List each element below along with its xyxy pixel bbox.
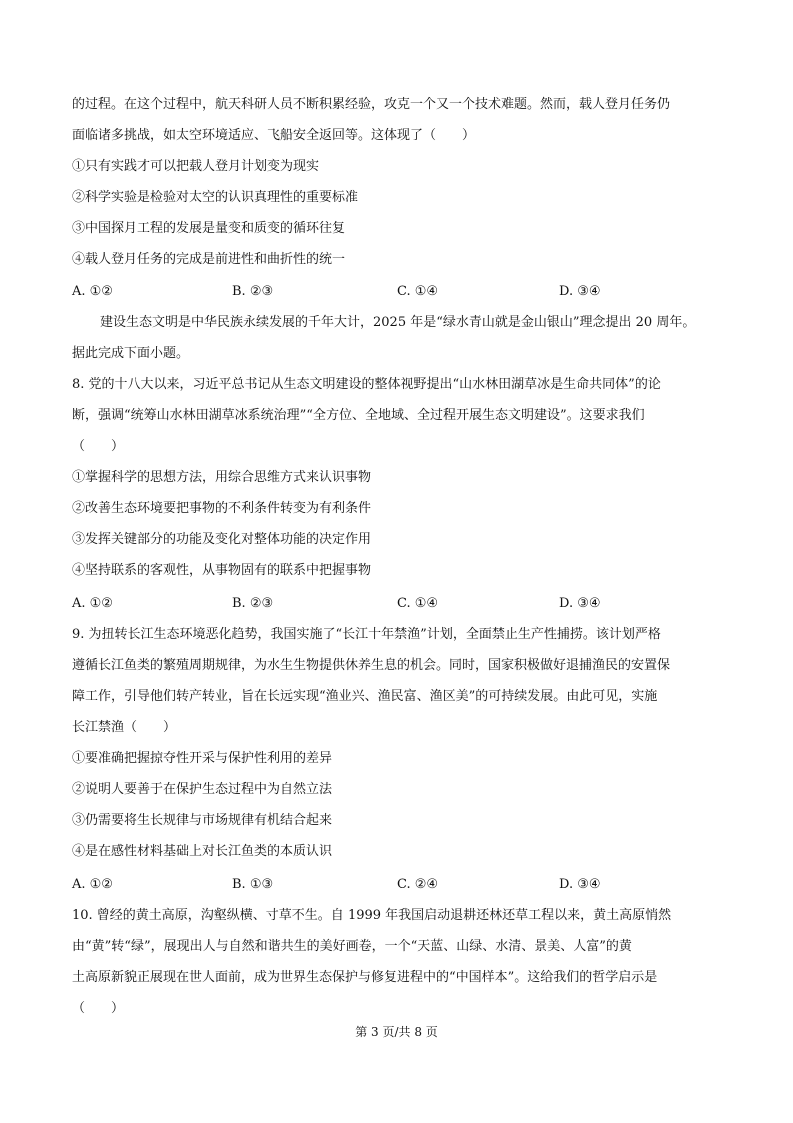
q10-stem-line-4: （ ） [72,1001,125,1016]
q7-statement-2: ②科学实验是检验对太空的认识真理性的重要标准 [72,190,359,205]
intro-line-2: 据此完成下面小题。 [72,346,190,361]
q9-stem-line-1: 9. 为扭转长江生态环境恶化趋势，我国实施了“长江十年禁渔”计划，全面禁止生产性捕捞。该计划严格 [72,627,661,642]
q9-option-d[interactable]: D. ③④ [559,877,601,892]
q8-statement-3: ③发挥关键部分的功能及变化对整体功能的决定作用 [72,532,372,547]
q10-stem-line-3: 土高原新貌正展现在世人面前，成为世界生态保护与修复进程中的“中国样本”。这给我们的哲学启示是 [72,970,658,985]
q8-options [72,595,722,613]
q7-stem-line-2: 面临诸多挑战，如太空环境适应、飞船安全返回等。这体现了（ ） [72,128,476,143]
q9-stem-line-3: 障工作，引导他们转产转业，旨在长远实现“渔业兴、渔民富、渔区美”的可持续发展。由此可见，实施 [72,689,658,704]
q7-options [72,283,722,301]
q9-option-a[interactable]: A. ①② [72,877,113,892]
q7-statement-3: ③中国探月工程的发展是量变和质变的循环往复 [72,221,346,236]
q7-statement-4: ④载人登月任务的完成是前进性和曲折性的统一 [72,252,346,267]
q8-stem-line-2: 断，强调“统筹山水林田湖草冰系统治理”“全方位、全地域、全过程开展生态文明建设”。这要求我们 [72,408,645,423]
q7-option-c[interactable]: C. ①④ [397,284,439,299]
q7-option-b[interactable]: B. ②③ [232,284,274,299]
intro-line-1: 建设生态文明是中华民族永续发展的千年大计，2025 年是“绿水青山就是金山银山”理念提出 20 周年。 [100,315,696,330]
q10-stem-line-2: 由“黄”转“绿”，展现出人与自然和谐共生的美好画卷，一个“天蓝、山绿、水清、景美、人富”的黄 [72,939,632,954]
q7-statement-1: ①只有实践才可以把载人登月计划变为现实 [72,159,320,174]
q8-statement-2: ②改善生态环境要把事物的不利条件转变为有利条件 [72,501,372,516]
q10-stem-line-1: 10. 曾经的黄土高原，沟壑纵横、寸草不生。自 1999 年我国启动退耕还林还草工程以来，黄土高原悄然 [72,908,672,923]
q9-options [72,876,722,894]
q7-stem-line-1: 的过程。在这个过程中，航天科研人员不断积累经验，攻克一个又一个技术难题。然而，载人登月任务仍 [72,97,671,112]
q8-statement-4: ④坚持联系的客观性，从事物固有的联系中把握事物 [72,563,372,578]
q8-option-a[interactable]: A. ①② [72,596,113,611]
q9-statement-3: ③仍需要将生长规律与市场规律有机结合起来 [72,813,333,828]
q9-option-c[interactable]: C. ②④ [397,877,439,892]
q9-option-b[interactable]: B. ①③ [232,877,274,892]
q9-statement-1: ①要准确把握掠夺性开采与保护性利用的差异 [72,751,333,766]
q8-option-b[interactable]: B. ②③ [232,596,274,611]
q9-stem-line-2: 遵循长江鱼类的繁殖周期规律，为水生生物提供休养生息的机会。同时，国家积极做好退捕渔民的安置保 [72,658,671,673]
q8-statement-1: ①掌握科学的思想方法，用综合思维方式来认识事物 [72,470,372,485]
q8-stem-line-1: 8. 党的十八大以来，习近平总书记从生态文明建设的整体视野提出“山水林田湖草冰是生命共同体”的论 [72,377,661,392]
q7-option-d[interactable]: D. ③④ [559,284,601,299]
q8-option-d[interactable]: D. ③④ [559,596,601,611]
q8-stem-line-3: （ ） [72,439,125,454]
q7-option-a[interactable]: A. ①② [72,284,113,299]
page-number-footer: 第 3 页/共 8 页 [355,1025,438,1039]
q9-statement-4: ④是在感性材料基础上对长江鱼类的本质认识 [72,844,333,859]
q9-stem-line-4: 长江禁渔（ ） [72,720,177,735]
q8-option-c[interactable]: C. ①④ [397,596,439,611]
q9-statement-2: ②说明人要善于在保护生态过程中为自然立法 [72,782,333,797]
